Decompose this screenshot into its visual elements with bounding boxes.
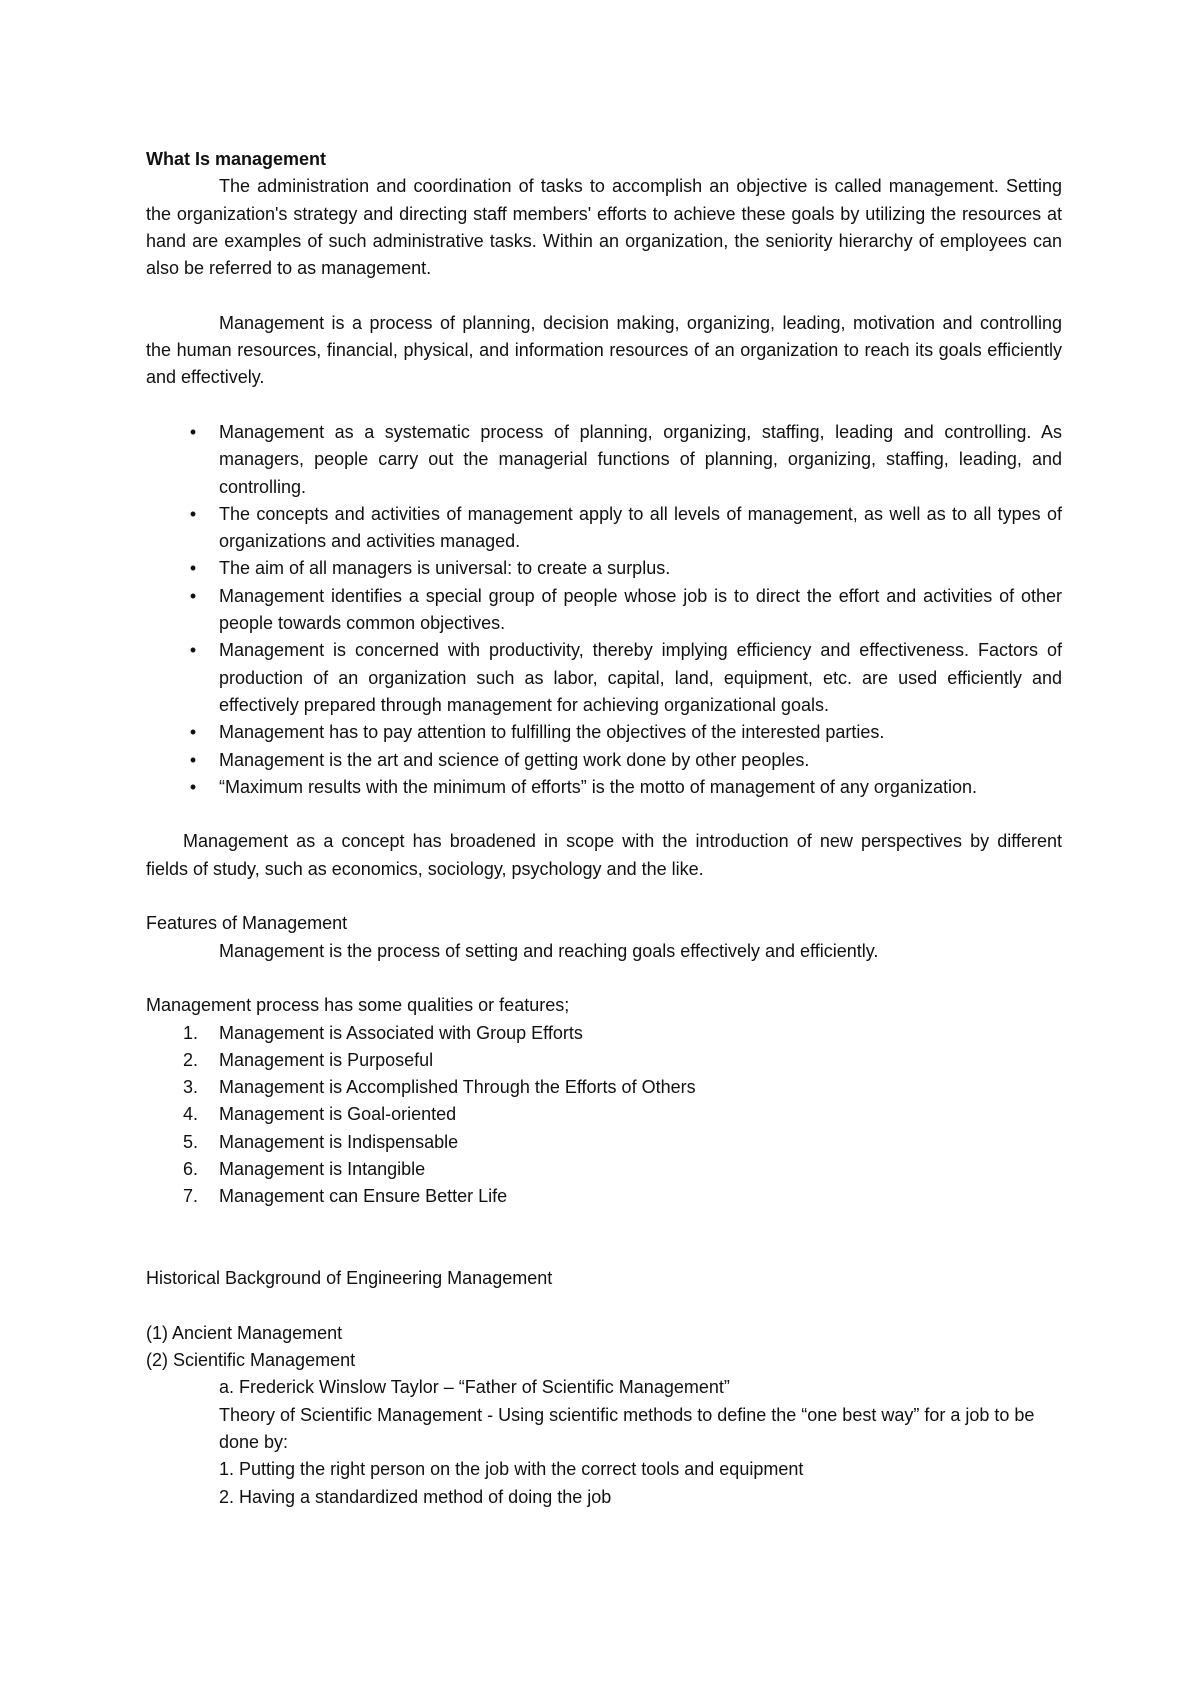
features-definition: Management is the process of setting and reaching goals effectively and efficiently. xyxy=(219,940,879,961)
list-number: 2. xyxy=(183,1049,199,1070)
features-list xyxy=(146,1020,1062,1211)
bullet-text: Management identifies a special group of people whose job is to direct the effort and activities of other people towards common objectives. xyxy=(219,585,1062,634)
list-number: 6. xyxy=(183,1158,199,1179)
definition-paragraph: Management is a process of planning, decision making, organizing, leading, motivation and controlling the human resources, financial, physical, and information resources of an organization to reach its goals efficiently and effectively. xyxy=(146,312,1062,388)
bullet-icon: • xyxy=(189,749,197,770)
bullet-text: Management is the art and science of getting work done by other peoples. xyxy=(219,749,810,770)
document-body xyxy=(146,146,1062,1511)
list-text: Management can Ensure Better Life xyxy=(219,1186,508,1207)
bullet-text: Management has to pay attention to fulfilling the objectives of the interested parties. xyxy=(219,722,885,743)
list-text: Management is Indispensable xyxy=(219,1131,459,1152)
bullet-icon: • xyxy=(189,558,197,579)
history-heading: Historical Background of Engineering Management xyxy=(146,1268,553,1289)
features-intro: Management process has some qualities or features; xyxy=(146,995,570,1016)
bullet-item xyxy=(146,719,1062,746)
bullet-text: The aim of all managers is universal: to create a surplus. xyxy=(219,558,671,579)
history-item-scientific: (2) Scientific Management xyxy=(146,1350,356,1371)
bullet-icon: • xyxy=(189,421,197,442)
paragraph-spacer xyxy=(146,282,1062,309)
bullet-text: Management as a systematic process of planning, organizing, staffing, leading and controlling. As managers, people carry out the managerial functions of planning, organizing, staffing, leading, and controlling. xyxy=(219,421,1062,497)
bullet-text: The concepts and activities of management apply to all levels of management, as well as to all types of organizations and activities managed. xyxy=(219,503,1062,552)
list-number: 7. xyxy=(183,1186,199,1207)
bullet-item xyxy=(146,555,1062,582)
bullet-item xyxy=(146,419,1062,501)
taylor-line: a. Frederick Winslow Taylor – “Father of Scientific Management” xyxy=(219,1377,730,1398)
bullet-item xyxy=(146,637,1062,719)
paragraph-spacer xyxy=(146,883,1062,910)
list-number: 4. xyxy=(183,1104,199,1125)
bullet-item xyxy=(146,501,1062,556)
bullet-text: “Maximum results with the minimum of efforts” is the motto of management of any organization. xyxy=(219,776,977,797)
section-title: What Is management xyxy=(146,149,327,169)
theory-paragraph: Theory of Scientific Management - Using scientific methods to define the “one best way” for a job to be done by: xyxy=(219,1404,1035,1452)
bullet-item xyxy=(146,583,1062,638)
features-heading: Features of Management xyxy=(146,913,348,934)
paragraph-spacer xyxy=(146,1211,1062,1238)
history-item-ancient: (1) Ancient Management xyxy=(146,1322,343,1343)
concept-paragraph: Management as a concept has broadened in scope with the introduction of new perspectives by different fields of study, such as economics, sociology, psychology and the like. xyxy=(146,831,1062,879)
bullet-icon: • xyxy=(189,776,197,797)
list-item xyxy=(146,1129,1062,1156)
paragraph-spacer xyxy=(146,1238,1062,1265)
bullet-text: Management is concerned with productivity, thereby implying efficiency and effectiveness. Factors of production of an organization such as labor, capital, land, equipment, etc. are used efficiently and effectively prepared through management for achieving organizational goals. xyxy=(219,640,1062,715)
list-item xyxy=(146,1101,1062,1128)
list-number: 5. xyxy=(183,1131,199,1152)
list-text: Management is Goal-oriented xyxy=(219,1104,457,1125)
intro-paragraph: The administration and coordination of tasks to accomplish an objective is called management. Setting the organization's strategy and directing staff members' efforts to achieve these goals by utilizing the resources at hand are examples of such administrative tasks. Within an organization, the seniority hierarchy of employees can also be referred to as management. xyxy=(146,176,1062,279)
list-item xyxy=(146,1047,1062,1074)
bullet-item xyxy=(146,774,1062,801)
bullet-icon: • xyxy=(189,722,197,743)
list-text: Management is Associated with Group Efforts xyxy=(219,1022,583,1043)
paragraph-spacer xyxy=(146,801,1062,828)
list-text: Management is Purposeful xyxy=(219,1049,434,1070)
list-number: 3. xyxy=(183,1077,199,1098)
bullet-icon: • xyxy=(189,640,197,661)
paragraph-spacer xyxy=(146,965,1062,992)
bullet-list xyxy=(146,419,1062,801)
list-number: 1. xyxy=(183,1022,199,1043)
paragraph-spacer xyxy=(146,392,1062,419)
list-item xyxy=(146,1020,1062,1047)
bullet-icon: • xyxy=(189,503,197,524)
bullet-item xyxy=(146,747,1062,774)
bullet-icon: • xyxy=(189,585,197,606)
list-item xyxy=(146,1074,1062,1101)
list-item xyxy=(146,1183,1062,1210)
list-text: Management is Intangible xyxy=(219,1158,426,1179)
list-item xyxy=(146,1156,1062,1183)
list-text: Management is Accomplished Through the Efforts of Others xyxy=(219,1077,696,1098)
theory-step-2: 2. Having a standardized method of doing the job xyxy=(219,1486,612,1507)
theory-step-1: 1. Putting the right person on the job with the correct tools and equipment xyxy=(219,1459,804,1480)
paragraph-spacer xyxy=(146,1292,1062,1319)
